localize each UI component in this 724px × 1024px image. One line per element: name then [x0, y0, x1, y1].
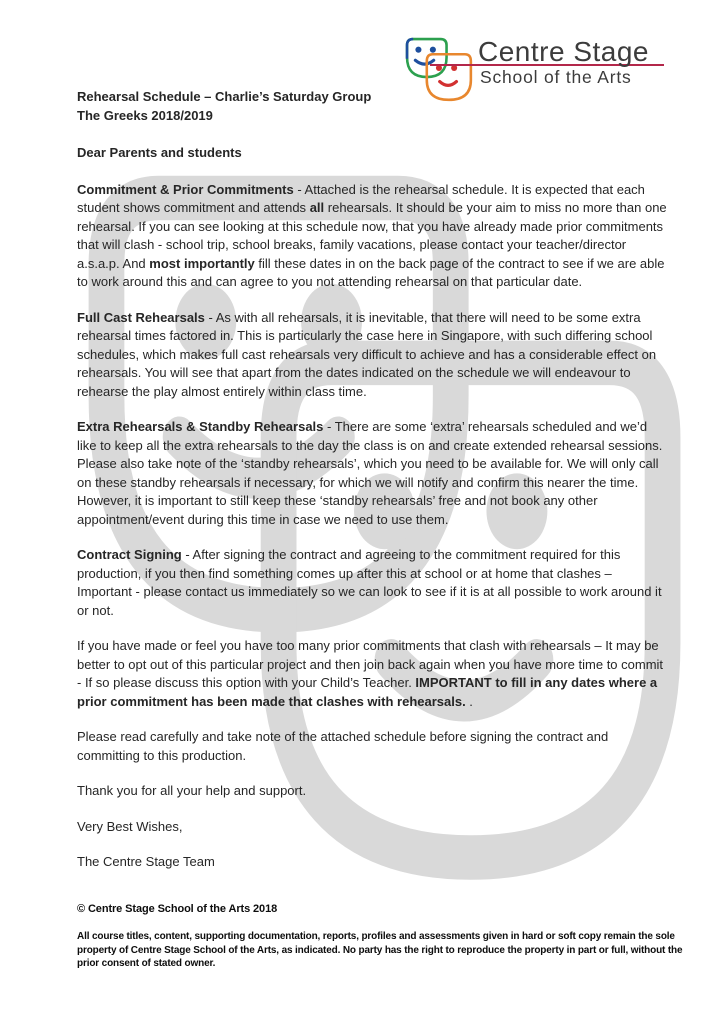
paragraph: Extra Rehearsals & Standby Rehearsals - There are some ‘extra’ rehearsals scheduled and we’d like to keep all the extra rehearsals to the day the class is on and create extended rehearsal sessions. Please also take note of the ‘standby rehearsals’, which you need to be available for. We will only call on these standby rehearsals if necessary, for which we will notify and confirm this nearer the time. However, it is important to still keep these ‘standby rehearsals’ free and not book any other appointment/event during this time in case we need to use them.: [77, 419, 663, 527]
document-title-line2: The Greeks 2018/2019: [77, 107, 213, 123]
document-title-line1: Rehearsal Schedule – Charlie’s Saturday Group: [77, 89, 372, 104]
copyright-line: © Centre Stage School of the Arts 2018: [77, 903, 278, 915]
paragraph: Full Cast Rehearsals - As with all rehearsals, it is inevitable, that there will need to be some extra rehearsal times factored in. This is particularly the case here in Singapore, with such differing school schedules, which makes full cast rehearsals very difficult to achieve and has a considerable effect on rehearsals. You will see that apart from the dates indicated on the schedule we will endeavour to rehearse the play almost entirely within class time.: [77, 309, 657, 399]
salutation: Dear Parents and students: [77, 145, 242, 160]
paragraph: If you have made or feel you have too many prior commitments that clash with rehearsals – It may be better to opt out of this particular project and then join back again when you have more time to commit - If so please discuss this option with your Child’s Teacher. IMPORTANT to fill in any dates where a prior commitment has been made that clashes with rehearsals. .: [77, 638, 664, 709]
paragraph: The Centre Stage Team: [77, 854, 215, 869]
paragraph: Thank you for all your help and support.: [77, 783, 307, 798]
brand-name: Centre Stage: [478, 36, 649, 67]
paragraph: Contract Signing - After signing the contract and agreeing to the commitment required for this production, if you then find something comes up after this at school or at home that clashes – Important - please contact us immediately so we can look to see if it is at all possible to work around it or not.: [77, 547, 662, 618]
paragraph: Very Best Wishes,: [77, 818, 183, 834]
letter-footer: [77, 903, 685, 971]
theatre-masks-icon: [404, 36, 480, 106]
paragraphs-container: [77, 181, 667, 872]
brand-subtitle: School of the Arts: [480, 67, 632, 87]
brand-header: [404, 34, 684, 106]
paragraph: Commitment & Prior Commitments - Attached is the rehearsal schedule. It is expected that each student shows commitment and attends all rehearsals. It should be your aim to miss no more than one rehearsal. If you can see looking at this schedule now, that you have already made prior commitments that will clash - school trip, school breaks, family vacations, please contact your teacher/director a.s.a.p. And most importantly fill these dates in on the back page of the contract to see if we are able to work around this and can agree to you not attending rehearsal on that particular date.: [77, 181, 667, 289]
letter-body: [77, 88, 667, 889]
legal-notice: All course titles, content, supporting documentation, reports, profiles and assessments given in hard or soft copy remain the sole property of Centre Stage School of the Arts, as indicated. No party has the right to reproduce the property in part or full, without the prior consent of stated owner.: [77, 931, 683, 969]
paragraph: Please read carefully and take note of the attached schedule before signing the contract and committing to this production.: [77, 729, 609, 763]
